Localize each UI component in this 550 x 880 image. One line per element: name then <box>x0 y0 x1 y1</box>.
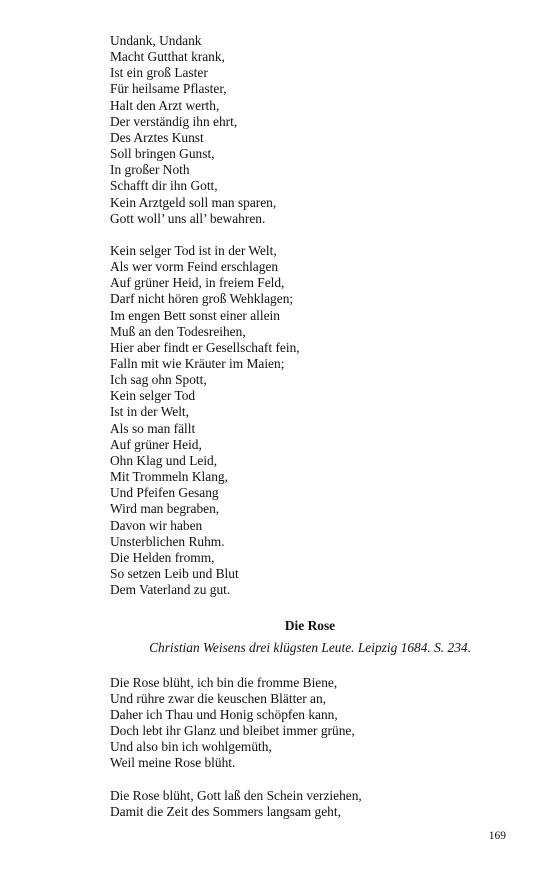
verse-line: Hier aber findt er Gesellschaft fein, <box>110 339 300 355</box>
poem1-stanza2 <box>110 243 510 598</box>
verse-line: Für heilsame Pflaster, <box>110 81 227 97</box>
verse-line: Als so man fällt <box>110 420 196 436</box>
verse-line: Und rühre zwar die keuschen Blätter an, <box>110 690 327 706</box>
verse-line: Halt den Arzt werth, <box>110 97 220 113</box>
verse-line: Damit die Zeit des Sommers langsam geht, <box>110 803 341 819</box>
verse-line: Kein selger Tod ist in der Welt, <box>110 242 277 258</box>
verse-line: Kein selger Tod <box>110 388 196 404</box>
verse-line: Daher ich Thau und Honig schöpfen kann, <box>110 706 338 722</box>
verse-line: Wird man begraben, <box>110 501 220 517</box>
page-body <box>110 33 510 820</box>
verse-line: In großer Noth <box>110 162 190 178</box>
verse-line: Davon wir haben <box>110 517 203 533</box>
verse-line: Als wer vorm Feind erschlagen <box>110 259 279 275</box>
verse-line: Gott woll’ uns all’ bewahren. <box>110 210 266 226</box>
poem-title: Die Rose <box>284 618 336 634</box>
verse-line: Macht Gutthat krank, <box>110 49 225 65</box>
verse-line: Soll bringen Gunst, <box>110 146 215 162</box>
section-gap <box>110 657 510 675</box>
poem2-stanza1 <box>110 675 510 772</box>
verse-line: Ist ein groß Laster <box>110 65 208 81</box>
verse-line: Darf nicht hören groß Wehklagen; <box>110 291 294 307</box>
verse-line: Die Helden fromm, <box>110 549 215 565</box>
verse-line: Und Pfeifen Gesang <box>110 485 219 501</box>
verse-line: Auf grüner Heid, in freiem Feld, <box>110 275 285 291</box>
verse-line: Unsterblichen Ruhm. <box>110 533 225 549</box>
verse-line: Des Arztes Kunst <box>110 129 204 145</box>
verse-line: Auf grüner Heid, <box>110 436 202 452</box>
verse-line: Muß an den Todesreihen, <box>110 323 246 339</box>
verse-line: Ich sag ohn Spott, <box>110 372 207 388</box>
page-number: 169 <box>488 830 506 842</box>
verse-line: So setzen Leib und Blut <box>110 566 239 581</box>
verse-line: Dem Vaterland zu gut. <box>110 582 231 598</box>
verse-line: Ohn Klag und Leid, <box>110 452 218 468</box>
verse-line: Die Rose blüht, Gott laß den Schein verziehen, <box>110 787 362 803</box>
verse-line: Undank, Undank <box>110 33 202 48</box>
verse-line: Mit Trommeln Klang, <box>110 469 228 485</box>
verse-line: Kein Arztgeld soll man sparen, <box>110 194 277 210</box>
verse-line: Und also bin ich wohlgemüth, <box>110 739 272 755</box>
verse-line: Im engen Bett sonst einer allein <box>110 307 280 323</box>
poem1-stanza1 <box>110 33 510 227</box>
poem-source: Christian Weisens drei klügsten Leute. Leipzig 1684. S. 234. <box>149 640 471 656</box>
verse-line: Ist in der Welt, <box>110 404 190 420</box>
stanza-gap <box>110 227 510 243</box>
verse-line: Doch lebt ihr Glanz und bleibet immer grüne, <box>110 723 355 739</box>
poem2-stanza2 <box>110 788 510 820</box>
verse-line: Schafft dir ihn Gott, <box>110 178 218 194</box>
verse-line: Die Rose blüht, ich bin die fromme Biene, <box>110 674 338 690</box>
verse-line: Falln mit wie Kräuter im Maien; <box>110 355 285 371</box>
verse-line: Weil meine Rose blüht. <box>110 755 236 771</box>
stanza-gap <box>110 772 510 788</box>
section-gap <box>110 598 510 614</box>
verse-line: Der verständig ihn ehrt, <box>110 113 238 129</box>
